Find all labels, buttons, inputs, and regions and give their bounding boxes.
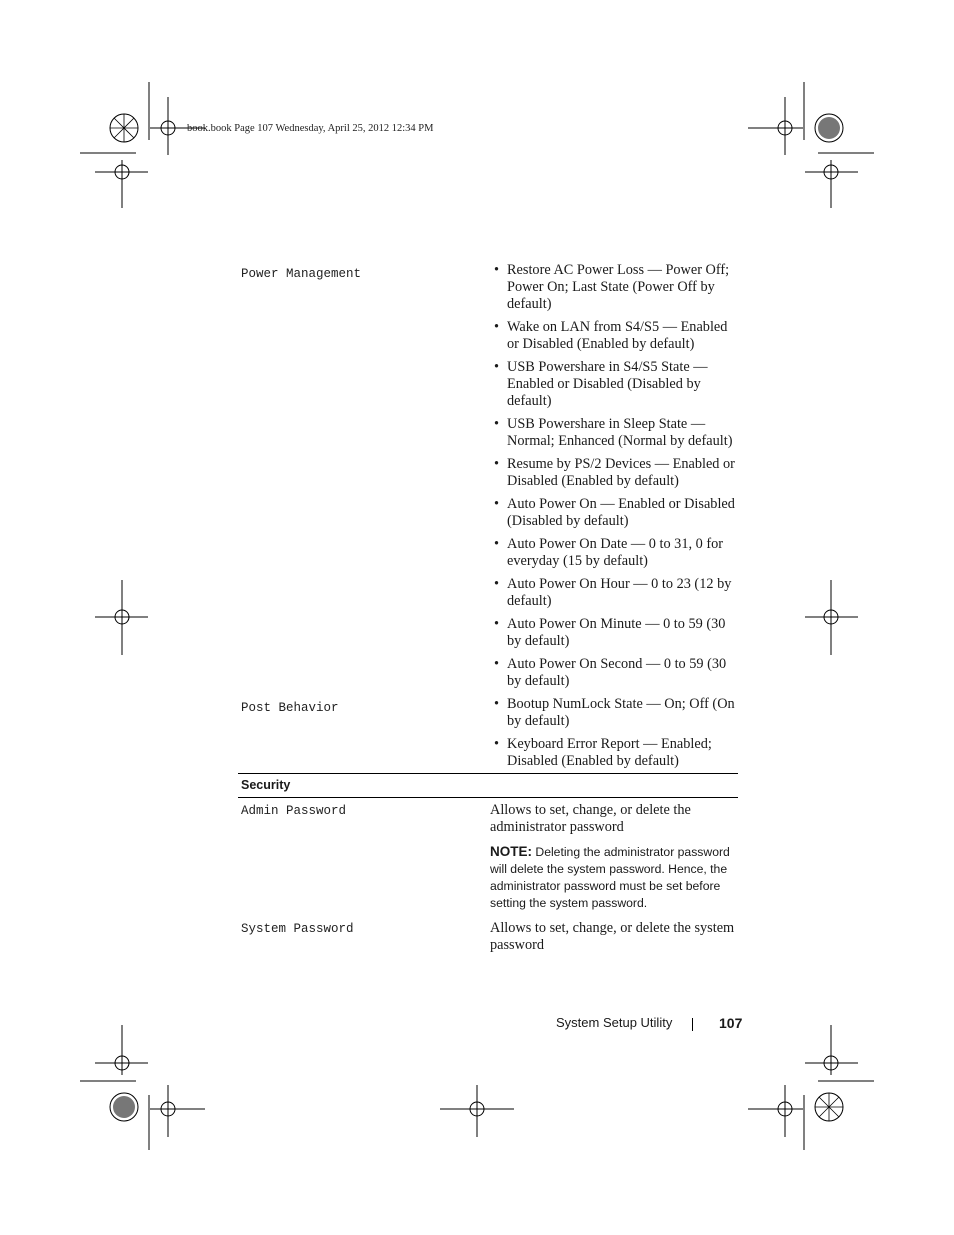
- section-title: System Setup Utility: [556, 1015, 673, 1030]
- bullet-icon: •: [494, 319, 500, 335]
- option-list: [490, 696, 738, 770]
- list-item: • Wake on LAN from S4/S5 — Enabled or Disabled (Enabled by default): [494, 319, 728, 352]
- bullet-icon: •: [494, 576, 500, 592]
- setting-name: Post Behavior: [241, 701, 339, 715]
- setting-name: Admin Password: [241, 804, 347, 818]
- bullet-icon: •: [494, 736, 500, 752]
- setting-name: Power Management: [241, 267, 362, 281]
- description-text: Allows to set, change, or delete the administrator password: [490, 802, 691, 835]
- footer-divider: [692, 1018, 693, 1031]
- list-item: • Auto Power On Second — 0 to 59 (30 by default): [494, 656, 727, 689]
- setting-description: [490, 696, 738, 773]
- page-footer: [556, 1015, 743, 1031]
- list-item: • USB Powershare in Sleep State — Normal; Enhanced (Normal by default): [494, 416, 733, 449]
- note-label: NOTE:: [490, 844, 532, 859]
- bullet-icon: •: [494, 696, 500, 712]
- bullet-icon: •: [494, 536, 500, 552]
- list-item: • Restore AC Power Loss — Power Off; Power On; Last State (Power Off by default): [494, 262, 730, 312]
- bullet-icon: •: [494, 262, 500, 278]
- bullet-icon: •: [494, 616, 500, 632]
- note-text: Deleting the administrator password will delete the system password. Hence, the administrator password must be set before setting the system password.: [490, 845, 730, 910]
- table-row: [238, 696, 738, 773]
- bullet-icon: •: [494, 656, 500, 672]
- list-item: • Auto Power On Date — 0 to 31, 0 for everyday (15 by default): [494, 536, 724, 569]
- setting-description: [490, 802, 738, 920]
- description-text: Allows to set, change, or delete the system password: [490, 920, 735, 953]
- bullet-icon: •: [494, 359, 500, 375]
- list-item: • Keyboard Error Report — Enabled; Disabled (Enabled by default): [494, 736, 712, 769]
- settings-table: [238, 262, 738, 961]
- setting-description: [490, 262, 738, 696]
- bullet-icon: •: [494, 456, 500, 472]
- section-heading-security: Security: [238, 774, 738, 798]
- print-slug: book.book Page 107 Wednesday, April 25, 2012 12:34 PM: [187, 123, 434, 134]
- table-row: [238, 802, 738, 920]
- option-list: [490, 262, 738, 690]
- bullet-icon: •: [494, 416, 500, 432]
- bullet-icon: •: [494, 496, 500, 512]
- note-callout: [490, 843, 738, 912]
- table-row: [238, 262, 738, 696]
- list-item: • Auto Power On Minute — 0 to 59 (30 by default): [494, 616, 726, 649]
- list-item: • USB Powershare in S4/S5 State — Enabled or Disabled (Disabled by default): [494, 359, 708, 409]
- page-number: 107: [719, 1015, 743, 1031]
- setting-description: [490, 920, 738, 961]
- setting-name: System Password: [241, 922, 354, 936]
- table-row: [238, 920, 738, 961]
- list-item: • Auto Power On Hour — 0 to 23 (12 by default): [494, 576, 732, 609]
- list-item: • Bootup NumLock State — On; Off (On by default): [494, 696, 735, 729]
- list-item: • Resume by PS/2 Devices — Enabled or Disabled (Enabled by default): [494, 456, 735, 489]
- list-item: • Auto Power On — Enabled or Disabled (Disabled by default): [494, 496, 735, 529]
